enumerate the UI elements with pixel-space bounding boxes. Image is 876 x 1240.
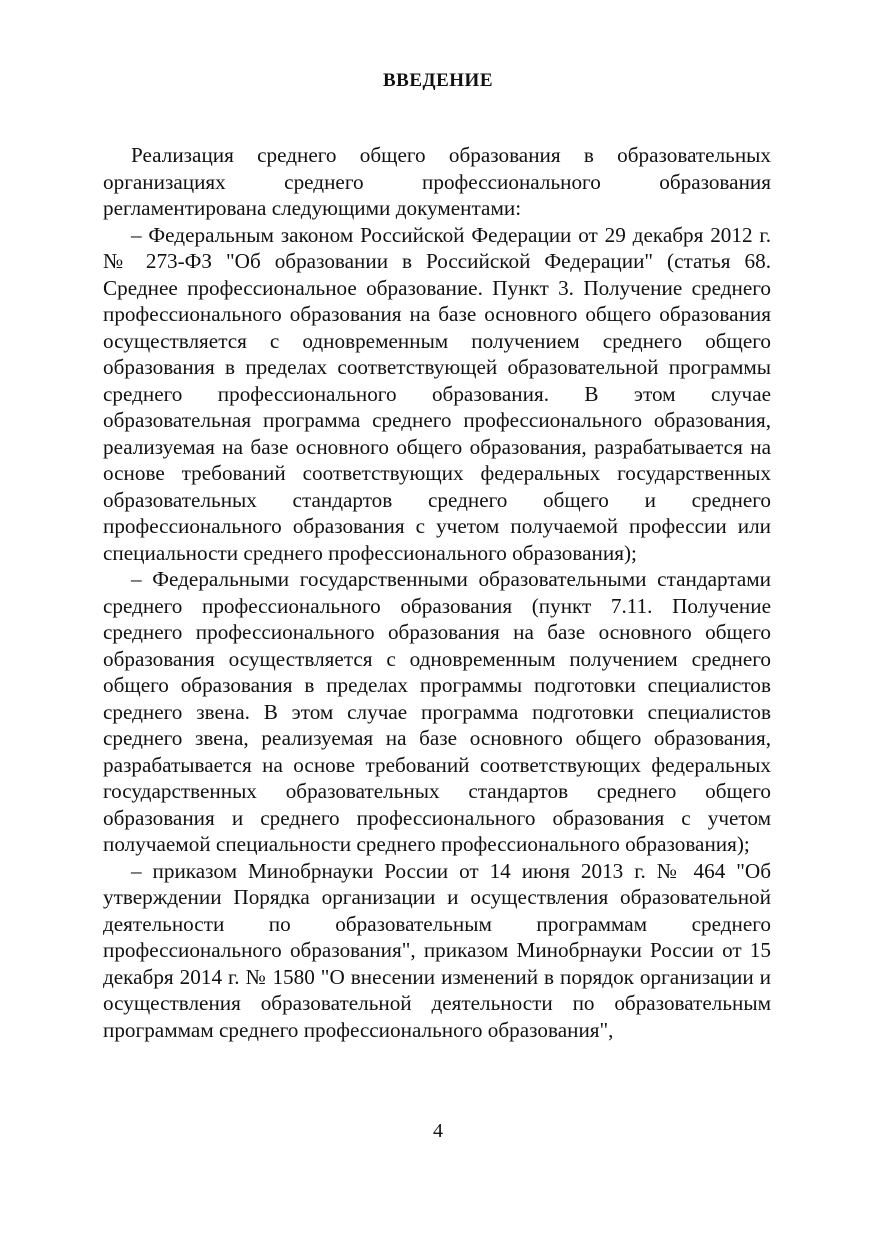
paragraph-intro: Реализация среднего общего образования в образовательных организациях среднего профессионального образования регламентирована следующими документами: [103,143,771,220]
paragraph-ministry-orders: – приказом Минобрнауки России от 14 июня 2013 г. № 464 "Об утверждении Порядка организации и осуществления образовательной деятельности по образовательным программам среднего профессионального образования", приказом Минобрнауки России от 15 декабря 2014 г. № 1580 "О внесении изменений в порядок организации и осуществления образовательной деятельности по образовательным программам среднего профессионального образования", [103,858,771,1042]
body-text [103,142,771,1043]
paragraph-federal-law: – Федеральным законом Российской Федерации от 29 декабря 2012 г. № 273-ФЗ "Об образовании в Российской Федерации" (статья 68. Среднее профессиональное образование. Пункт 3. Получение среднего профессионального образования на базе основного общего образования осуществляется с одновременным получением среднего общего образования в пределах соответствующей образовательной программы среднего профессионального образования. В этом случае образовательная программа среднего профессионального образования, реализуемая на базе основного общего образования, разрабатывается на основе требований соответствующих федеральных государственных образовательных стандартов среднего общего и среднего профессионального образования с учетом получаемой профессии или специальности среднего профессионального образования); [103,222,771,565]
paragraph-federal-standards: – Федеральными государственными образовательными стандартами среднего профессионального образования (пункт 7.11. Получение среднего профессионального образования на базе основного общего образования осуществляется с одновременным получением среднего общего образования в пределах программы подготовки специалистов среднего звена. В этом случае программа подготовки специалистов среднего звена, реализуемая на базе основного общего образования, разрабатывается на основе требований соответствующих федеральных государственных образовательных стандартов среднего общего образования и среднего профессионального образования с учетом получаемой специальности среднего профессионального образования); [103,567,771,856]
page-number: 4 [433,1120,443,1142]
page-title: ВВЕДЕНИЕ [383,70,493,91]
